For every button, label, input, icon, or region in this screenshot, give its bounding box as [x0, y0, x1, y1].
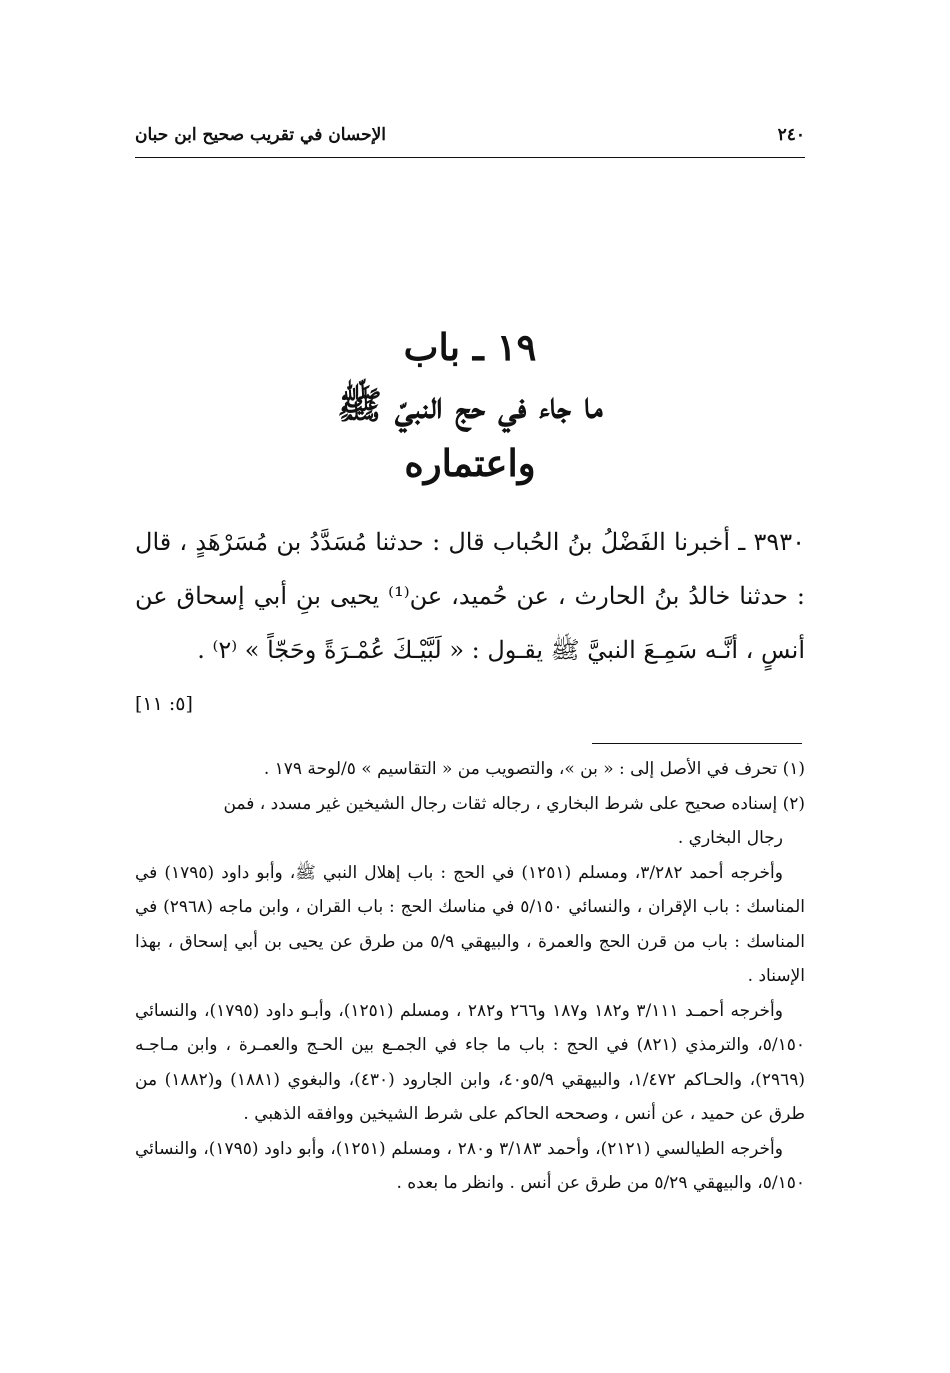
chapter-number: ١٩ ـ باب [403, 325, 537, 369]
footnote-paragraph-3: وأخرجه الطيالسي (٢١٢١)، وأحمد ٣/١٨٣ و٢٨٠ ، ومسلم (١٢٥١)، وأبو داود (١٧٩٥)، والنسائي ٥/١٥٠، والبيهقي ٥/٢٩ من طرق عن أنس . وانظر ما بعده . [135, 1138, 805, 1193]
footnote-2-continuation: رجال البخاري . [677, 828, 783, 848]
page-number: ٢٤٠ [777, 125, 805, 145]
hadith-reference: [٥: ١١] [135, 693, 193, 715]
chapter-title-line1: ما جاء في حج النبيّ ﷺ [337, 383, 603, 427]
header-rule [135, 157, 805, 158]
book-title: الإحسان في تقريب صحيح ابن حبان [135, 125, 386, 145]
chapter-heading [135, 318, 805, 492]
footnote-paragraph-2: وأخرجه أحمـد ٣/١١١ و١٨٢ و١٨٧ و٢٦٦ و٢٨٢ ، ومسلم (١٢٥١)، وأبـو داود (١٧٩٥)، والنسائي ٥/١٥٠، والترمذي (٨٢١) في الحج : باب ما جاء في الجمـع بين الحـج والعمـرة ، وابن مـاجـه (٢٩٦٩)، والحـاكم ١/٤٧٢، والبيهقي ٥/٩و٤٠، وابن الجارود (٤٣٠)، والبغوي (١٨٨١) و(١٨٨٢) من طرق عن حميد ، عن أنس ، وصححه الحاكم على شرط الشيخين ووافقه الذهبي . [135, 1000, 805, 1124]
footnotes [135, 752, 805, 1201]
hadith-block [135, 515, 805, 715]
footnote-paragraph-1: وأخرجه أحمد ٣/٢٨٢، ومسلم (١٢٥١) في الحج : باب إهلال النبي ﷺ، وأبو داود (١٧٩٥) في المناسك : باب الإقران ، والنسائي ٥/١٥٠ في مناسك الحج : باب القران ، وابن ماجه (٢٩٦٨) في المناسك : باب من قرن الحج والعمرة ، والبيهقي ٥/٩ من طرق عن يحيى بن أبي إسحاق ، بهذا الإسناد . [135, 862, 805, 986]
footnote-2: (٢) إسناده صحيح على شرط البخاري ، رجاله ثقات رجال الشيخين غير مسدد ، فمن [223, 793, 805, 814]
footnote-rule [592, 743, 802, 744]
footnote-1: (١) تحرف في الأصل إلى : « بن »، والتصويب من « التقاسيم » ٥/لوحة ١٧٩ . [263, 759, 805, 779]
hadith-text: ٣٩٣٠ ـ أخبرنا الفَضْلُ بنُ الحُباب قال : حدثنا مُسَدَّدُ بن مُسَرْهَدٍ ، قال : حدثنا خالدُ بنُ الحارث ، عن حُميد، عن⁽¹⁾ يحيى بنِ أبي إسحاق عن أنسٍ ، أنَّـه سَمِـعَ النبيَّ ﷺ يقـول : « لَبَّيْـكَ عُمْـرَةً وحَجّاً » ⁽٢⁾ . [135, 528, 805, 664]
chapter-title-line2: واعتماره [404, 441, 536, 485]
running-head [135, 120, 805, 150]
